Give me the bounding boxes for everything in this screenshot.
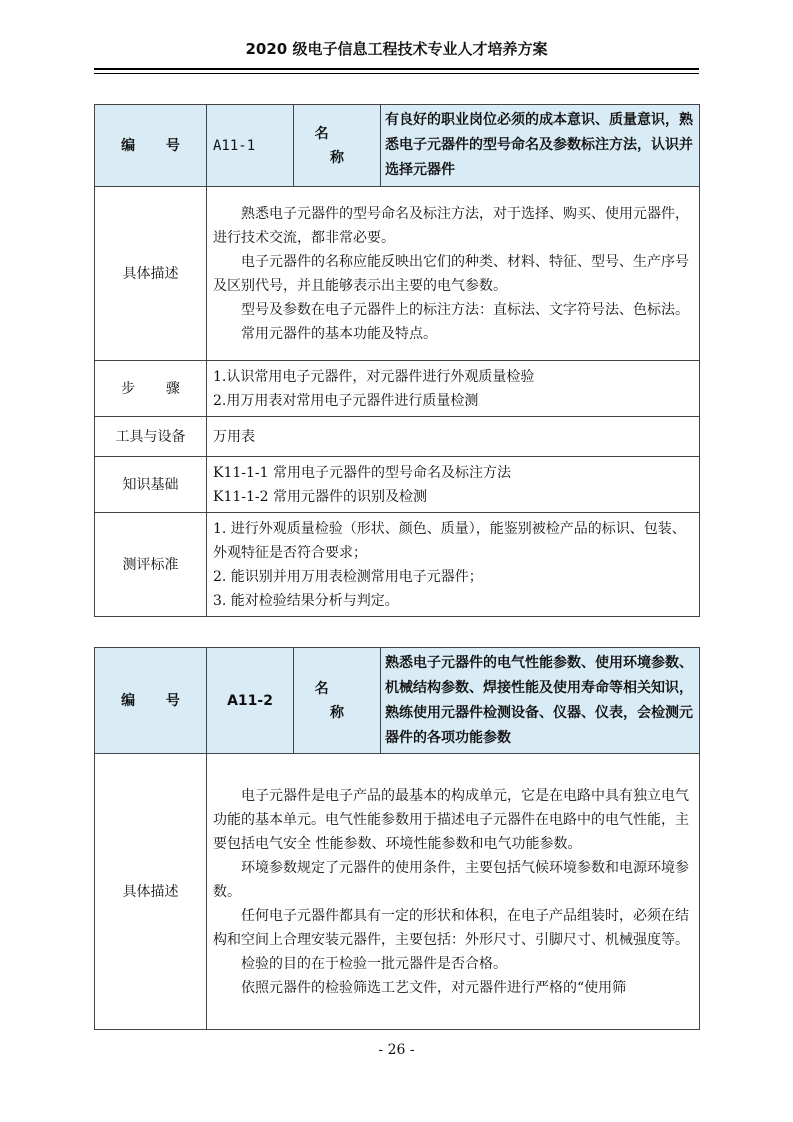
ability-title: 有良好的职业岗位必须的成本意识、质量意识，熟悉电子元器件的型号命名及参数标注方法，认识并选择元器件 bbox=[381, 105, 700, 187]
steps-row bbox=[95, 361, 700, 417]
knowledge-label: 知识基础 bbox=[95, 457, 207, 513]
description-paragraph: 环境参数规定了元器件的使用条件，主要包括气候环境参数和电源环境参数。 bbox=[213, 859, 689, 900]
criteria-item: 1. 进行外观质量检验（形状、颜色、质量），能鉴别被检产品的标识、包装、外观特征是否符合要求； bbox=[213, 520, 686, 561]
knowledge-row bbox=[95, 457, 700, 513]
ability-title: 熟悉电子元器件的电气性能参数、使用环境参数、机械结构参数、焊接性能及使用寿命等相关知识，熟练使用元器件检测设备、仪器、仪表，会检测元器件的各项功能参数 bbox=[381, 648, 700, 754]
description-paragraph: 依照元器件的检验筛选工艺文件，对元器件进行严格的“使用筛 bbox=[241, 979, 627, 996]
criteria-label: 测评标准 bbox=[95, 513, 207, 617]
knowledge-item: K11-1-1 常用电子元器件的型号命名及标注方法 bbox=[213, 464, 511, 481]
knowledge-item: K11-1-2 常用元器件的识别及检测 bbox=[213, 488, 427, 505]
description-paragraph: 电子元器件是电子产品的最基本的构成单元，它是在电路中具有独立电气功能的基本单元。电气性能参数用于描述电子元器件在电路中的电气性能，主要包括电气安全 性能参数、环境性能参数和电气功能参数。 bbox=[213, 787, 689, 852]
table-header-row bbox=[95, 105, 700, 187]
description-paragraph: 熟悉电子元器件的型号命名及标注方法，对于选择、购买、使用元器件，进行技术交流，都非常必要。 bbox=[213, 205, 689, 246]
description-label: 具体描述 bbox=[95, 187, 207, 361]
tools-value: 万用表 bbox=[207, 417, 700, 457]
description-row bbox=[95, 187, 700, 361]
description-paragraph: 型号及参数在电子元器件上的标注方法：直标法、文字符号法、色标法。 bbox=[241, 301, 689, 318]
criteria-row bbox=[95, 513, 700, 617]
description-paragraph: 电子元器件的名称应能反映出它们的种类、材料、特征、型号、生产序号及区别代号，并且能够表示出主要的电气参数。 bbox=[213, 253, 689, 294]
code-value: A11-2 bbox=[207, 648, 294, 754]
step-item: 2.用万用表对常用电子元器件进行质量检测 bbox=[213, 392, 479, 409]
code-value: A11-1 bbox=[207, 105, 294, 187]
steps-label: 步骤 bbox=[95, 361, 207, 417]
name-label: 名称 bbox=[294, 105, 381, 187]
criteria-content bbox=[207, 513, 700, 617]
knowledge-content bbox=[207, 457, 700, 513]
description-paragraph: 检验的目的在于检验一批元器件是否合格。 bbox=[241, 955, 507, 972]
document-header-title: 2020 级电子信息工程技术专业人才培养方案 bbox=[245, 40, 548, 58]
page-number: - 26 - bbox=[378, 1042, 415, 1058]
ability-table-a11-1 bbox=[94, 104, 700, 617]
criteria-item: 3. 能对检验结果分析与判定。 bbox=[213, 592, 399, 609]
description-paragraph: 常用元器件的基本功能及特点。 bbox=[241, 325, 437, 342]
description-label: 具体描述 bbox=[95, 754, 207, 1030]
name-label: 名称 bbox=[294, 648, 381, 754]
ability-table-a11-2 bbox=[94, 647, 700, 1030]
header-rule-thick bbox=[94, 68, 699, 70]
steps-content bbox=[207, 361, 700, 417]
description-content bbox=[207, 187, 700, 361]
description-paragraph: 任何电子元器件都具有一定的形状和体积，在电子产品组装时，必须在结构和空间上合理安装元器件，主要包括：外形尺寸、引脚尺寸、机械强度等。 bbox=[213, 907, 689, 948]
criteria-item: 2. 能识别并用万用表检测常用电子元器件； bbox=[213, 568, 483, 585]
description-row bbox=[95, 754, 700, 1030]
code-label: 编号 bbox=[95, 648, 207, 754]
tools-row bbox=[95, 417, 700, 457]
step-item: 1.认识常用电子元器件，对元器件进行外观质量检验 bbox=[213, 368, 535, 385]
table-header-row bbox=[95, 648, 700, 754]
code-label: 编号 bbox=[95, 105, 207, 187]
tools-label: 工具与设备 bbox=[95, 417, 207, 457]
header-rule-thin bbox=[94, 73, 699, 74]
description-content bbox=[207, 754, 700, 1030]
